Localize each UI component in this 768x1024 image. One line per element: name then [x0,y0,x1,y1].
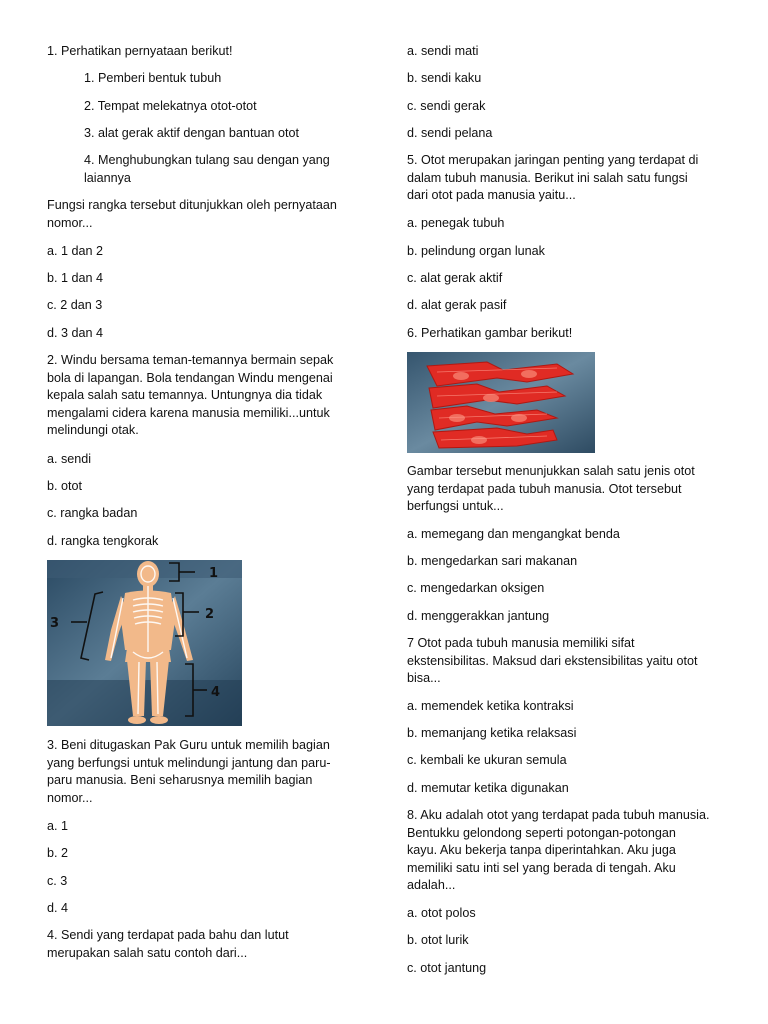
q3-option-a: a. 1 [47,819,69,833]
q7-stem: 7 Otot pada tubuh manusia memiliki sifat ekstensibilitas. Maksud dari ekstensibilitas yaitu otot bisa... [407,636,698,685]
q3-option-b: b. 2 [47,846,69,860]
q1-stem: 1. Perhatikan pernyataan berikut! [47,44,233,58]
q6-option-b: b. mengedarkan sari makanan [407,554,578,568]
q6-question: Gambar tersebut menunjukkan salah satu jenis otot yang terdapat pada tubuh manusia. Otot tersebut berfungsi untuk... [407,464,695,513]
q8-option-c: c. otot jantung [407,961,487,975]
q7-option-a: a. memendek ketika kontraksi [407,699,574,713]
q8-stem: 8. Aku adalah otot yang terdapat pada tubuh manusia. Bentukku gelondong seperti potongan-potongan kayu. Aku bekerja tanpa diperintahkan. Aku juga memiliki satu inti sel yang berada di tengah. Aku adalah... [407,808,710,892]
muscle-figure [407,352,595,453]
q6-option-d: d. menggerakkan jantung [407,609,550,623]
skeleton-label-2: 2 [205,607,215,622]
q7-option-b: b. memanjang ketika relaksasi [407,726,577,740]
q1-option-b: b. 1 dan 4 [47,271,104,285]
q6-stem: 6. Perhatikan gambar berikut! [407,326,573,340]
skeleton-figure [47,560,242,726]
q1-statement-1: 1. Pemberi bentuk tubuh [84,71,222,85]
q8-option-b: b. otot lurik [407,933,469,947]
q6-option-a: a. memegang dan mengangkat benda [407,527,620,541]
q2-option-a: a. sendi [47,452,92,466]
q1-question: Fungsi rangka tersebut ditunjukkan oleh pernyataan nomor... [47,198,337,230]
q1-option-c: c. 2 dan 3 [47,298,103,312]
q6-option-c: c. mengedarkan oksigen [407,581,545,595]
skeleton-label-1: 1 [209,566,219,581]
q4-option-b: b. sendi kaku [407,71,482,85]
q2-option-d: d. rangka tengkorak [47,534,159,548]
q5-option-b: b. pelindung organ lunak [407,244,545,258]
q1-statement-3: 3. alat gerak aktif dengan bantuan otot [84,126,299,140]
q4-stem: 4. Sendi yang terdapat pada bahu dan lutut merupakan salah satu contoh dari... [47,928,289,960]
q4-option-a: a. sendi mati [407,44,479,58]
skeleton-label-4: 4 [211,685,221,700]
q8-option-a: a. otot polos [407,906,476,920]
q2-option-c: c. rangka badan [47,506,138,520]
q5-option-d: d. alat gerak pasif [407,298,507,312]
q1-option-d: d. 3 dan 4 [47,326,104,340]
q3-option-d: d. 4 [47,901,69,915]
q3-stem: 3. Beni ditugaskan Pak Guru untuk memilih bagian yang berfungsi untuk melindungi jantung dan paru- paru manusia. Beni seharusnya memilih bagian nomor... [47,738,331,805]
q7-option-c: c. kembali ke ukuran semula [407,753,567,767]
q5-option-c: c. alat gerak aktif [407,271,503,285]
q1-statement-2: 2. Tempat melekatnya otot-otot [84,99,257,113]
skeleton-label-3: 3 [50,616,60,631]
skeletal-muscle-illustration [407,352,595,453]
q2-stem: 2. Windu bersama teman-temannya bermain sepak bola di lapangan. Bola tendangan Windu mengenai kepala salah satu temannya. Untungnya dia tidak mengalami cidera karena manusia memiliki...untuk melindungi otak. [47,353,334,437]
q1-option-a: a. 1 dan 2 [47,244,104,258]
q2-option-b: b. otot [47,479,83,493]
q3-option-c: c. 3 [47,874,68,888]
q4-option-d: d. sendi pelana [407,126,493,140]
q4-option-c: c. sendi gerak [407,99,486,113]
skeleton-illustration [47,560,242,726]
q7-option-d: d. memutar ketika digunakan [407,781,569,795]
q1-statement-4: 4. Menghubungkan tulang sau dengan yang laiannya [84,153,330,185]
q5-stem: 5. Otot merupakan jaringan penting yang terdapat di dalam tubuh manusia. Berikut ini salah satu fungsi dari otot pada manusia yaitu... [407,153,699,202]
q5-option-a: a. penegak tubuh [407,216,505,230]
